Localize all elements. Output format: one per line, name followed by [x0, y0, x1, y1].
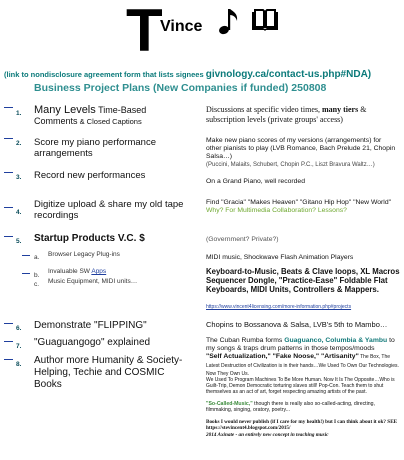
item-number: 2. — [16, 140, 22, 147]
item-8-title: Author more Humanity & Society-Helping, Techie and COSMIC Books — [34, 355, 183, 390]
item-4-title: Digitize upload & share my old tape recordings — [34, 199, 184, 221]
subitem-b-text: Invaluable SW Apps — [48, 268, 107, 275]
logo-letter: T — [126, 0, 163, 64]
item-number: 3. — [16, 174, 22, 181]
licensing-link[interactable]: https://www.vincent4licensing.com/more-information.php#projects — [206, 304, 352, 310]
nda-link-url[interactable]: givnology.ca/contact-us.php#NDA) — [205, 69, 372, 80]
item-2-composers: (Puccini, Malaits, Schubert, Chopin P.C., Liszt Bravura Waltz…) — [206, 162, 375, 168]
item-dash — [4, 341, 13, 342]
subitem-letter: c. — [34, 281, 40, 288]
page-title: Business Project Plans (New Companies if funded) 250808 — [34, 82, 327, 94]
nda-link-line[interactable] — [4, 69, 400, 80]
subitem-c-text: Music Equipment, MIDI units… — [48, 278, 138, 285]
item-dash — [4, 207, 13, 208]
item-dash — [4, 323, 13, 324]
item-number: 4. — [16, 209, 22, 216]
item-1-title: Many Levels Time-Based Comments & Closed Captions — [34, 104, 147, 126]
item-dash — [4, 138, 13, 139]
item-6-title: Demonstrate "FLIPPING" — [34, 320, 147, 331]
so-called-music-text: "So-Called-Music," though there is really also so-called-acting, directing, filmmaking, singing, oratory, poetry... — [206, 401, 375, 414]
item-5-title: Startup Products V.C. $ — [34, 233, 145, 244]
cuban-rumba-text: The Cuban Rumba forms Guaguanco, Columbia & Yambu to my songs & traps drum patterns in those tempos/moods — [206, 337, 395, 352]
logo-name: Vince — [160, 18, 203, 35]
books-text: Books I would never publish (if I care for my health!) but I can think about it ok? SEE https://stevincent4.blogspot.com/2015/ — [206, 419, 398, 432]
item-number: 8. — [16, 361, 22, 368]
item-1-description: Discussions at specific video times, many tiers & subscription levels (private groups' access) — [206, 105, 367, 124]
machines-text: We Used To Program Machines To Be More Human. Now It Is The Opposite…Who is Guilt-Trip, Demon Democratic torturing slaves still! Pop-Con. Teach them to shut themselves as an act of art, forget respecting amazing artists of the past. — [206, 377, 395, 395]
item-5-description: (Government? Private?) — [206, 236, 279, 243]
item-2-title: Score my piano performance arrangements — [34, 137, 156, 159]
subitem-letter: a. — [34, 254, 40, 261]
item-4-description: Find "Gracia" "Makes Heaven" "Gitano Hip Hop" "New World" Why? For Multimedia Collaboration? Lessons? — [206, 199, 392, 215]
item-number: 5. — [16, 238, 22, 245]
item-6-description: Chopins to Bossanova & Salsa, LVB's 5th to Mambo… — [206, 320, 388, 329]
subitem-b-description: Keyboard-to-Music, Beats & Clave loops, XL Macros Sequencer Dongle, "Practice-Ease" Foldable Flat Keyboards, MIDI Units, Controllers & Mappers. — [206, 267, 400, 294]
axinate-text: 2014 Axinate - an entirely new concept in teaching music — [206, 432, 329, 438]
subitem-dash — [22, 255, 30, 256]
subitem-letter: b. — [34, 272, 40, 279]
item-number: 7. — [16, 343, 22, 350]
item-3-title: Record new performances — [34, 170, 146, 181]
item-number: 6. — [16, 325, 22, 332]
item-2-description: Make new piano scores of my versions (arrangements) for other pianists to play (LVB Romance, Bach Prelude 21, Chopin Salsa…) — [206, 137, 396, 161]
subitem-dash — [22, 273, 30, 274]
apps-link[interactable]: Apps — [91, 268, 107, 275]
music-note-icon — [218, 6, 240, 41]
open-book-icon — [250, 8, 280, 37]
subitem-a-text: Browser Legacy Plug-ins — [48, 251, 120, 258]
item-number: 1. — [16, 110, 22, 117]
item-dash — [4, 359, 13, 360]
item-dash — [4, 236, 13, 237]
self-actualization-text: "Self Actualization," "Fake Noose," "Artisanity" The Box, The Latest Destruction of Civilization is in their hands…We Used To Own Our Technologies. Now They Own Us. — [206, 353, 399, 378]
item-dash — [4, 172, 13, 173]
nda-link-text: (link to nondisclosure agreement form that lists signees — [4, 70, 204, 79]
item-7-title: "Guaguangogo" explained — [34, 337, 151, 348]
item-3-description: On a Grand Piano, well recorded — [206, 178, 305, 185]
subitem-a-description: MIDI music, Shockwave Flash Animation Players — [206, 254, 354, 261]
item-dash — [4, 107, 13, 108]
